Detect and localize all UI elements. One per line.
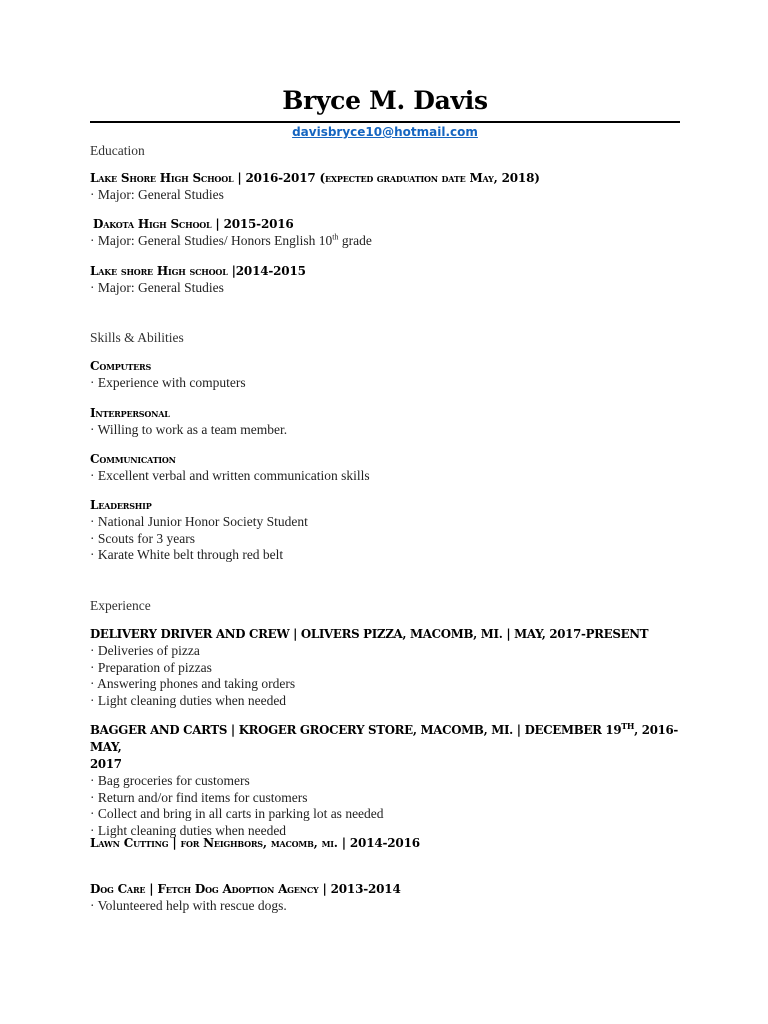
job-entry-4 (90, 881, 680, 915)
section-title-skills: Skills & Abilities (90, 330, 184, 345)
education-entry-1 (90, 170, 680, 204)
education-bullet: · Major: General Studies (90, 280, 224, 295)
skill-item: · National Junior Honor Society Student (90, 514, 308, 529)
resume-page (90, 84, 680, 140)
job-item: · Volunteered help with rescue dogs. (90, 898, 287, 913)
job-item: · Deliveries of pizza (90, 643, 200, 658)
job-item: · Light cleaning duties when needed (90, 692, 287, 708)
job-title: BAGGER AND CARTS | KROGER GROCERY STORE, MACOMB, MI. | DECEMBER 19TH, 2016-MAY, 2017 (90, 721, 679, 771)
skill-item: · Scouts for 3 years (90, 530, 195, 546)
section-title-experience: Experience (90, 598, 151, 613)
education-entry-title: Dakota High School | 2015-2016 (93, 217, 294, 231)
job-item: · Light cleaning duties when needed (90, 822, 287, 838)
candidate-name: Bryce M. Davis (282, 86, 488, 115)
section-title-education: Education (90, 143, 145, 158)
skill-group-leadership (90, 497, 680, 564)
job-entry-3 (90, 835, 680, 852)
email-link[interactable]: davisbryce10@hotmail.com (292, 125, 478, 139)
experience-section (90, 597, 680, 615)
skill-group-computers (90, 358, 680, 392)
education-bullet: · Major: General Studies/ Honors English 10th grade (90, 232, 372, 248)
skill-item: · Experience with computers (90, 375, 246, 390)
skill-item: · Karate White belt through red belt (90, 547, 284, 562)
job-entry-2 (90, 722, 680, 839)
education-entry-2 (90, 216, 683, 250)
skill-group-communication (90, 451, 680, 485)
job-entry-1 (90, 626, 680, 709)
skills-section (90, 329, 680, 347)
job-title: DELIVERY DRIVER AND CREW | OLIVERS PIZZA, MACOMB, MI. | MAY, 2017-PRESENT (90, 627, 649, 641)
education-section (90, 142, 680, 160)
job-item: · Answering phones and taking orders (90, 676, 296, 691)
job-title: Dog Care | Fetch Dog Adoption Agency | 2013-2014 (90, 882, 401, 896)
skill-group-title: Communication (90, 452, 176, 466)
job-item: · Collect and bring in all carts in parking lot as needed (90, 806, 384, 821)
skill-item: · Willing to work as a team member. (90, 422, 288, 437)
education-entry-title: Lake Shore High School | 2016-2017 (expected graduation date May, 2018) (90, 171, 540, 185)
skill-group-title: Leadership (90, 498, 152, 512)
job-item: · Return and/or find items for customers (90, 789, 308, 805)
skill-group-interpersonal (90, 405, 680, 439)
skill-group-title: Computers (90, 359, 152, 373)
education-bullet: · Major: General Studies (90, 187, 224, 202)
skill-item: · Excellent verbal and written communication skills (90, 468, 370, 483)
education-entry-title: Lake shore High school |2014-2015 (90, 264, 306, 278)
job-item: · Preparation of pizzas (90, 659, 212, 675)
job-title: Lawn Cutting | for Neighbors, macomb, mi. | 2014-2016 (90, 836, 420, 850)
skill-group-title: Interpersonal (90, 406, 170, 420)
education-entry-3 (90, 263, 680, 297)
job-item: · Bag groceries for customers (90, 773, 250, 788)
header-rule (90, 121, 680, 123)
